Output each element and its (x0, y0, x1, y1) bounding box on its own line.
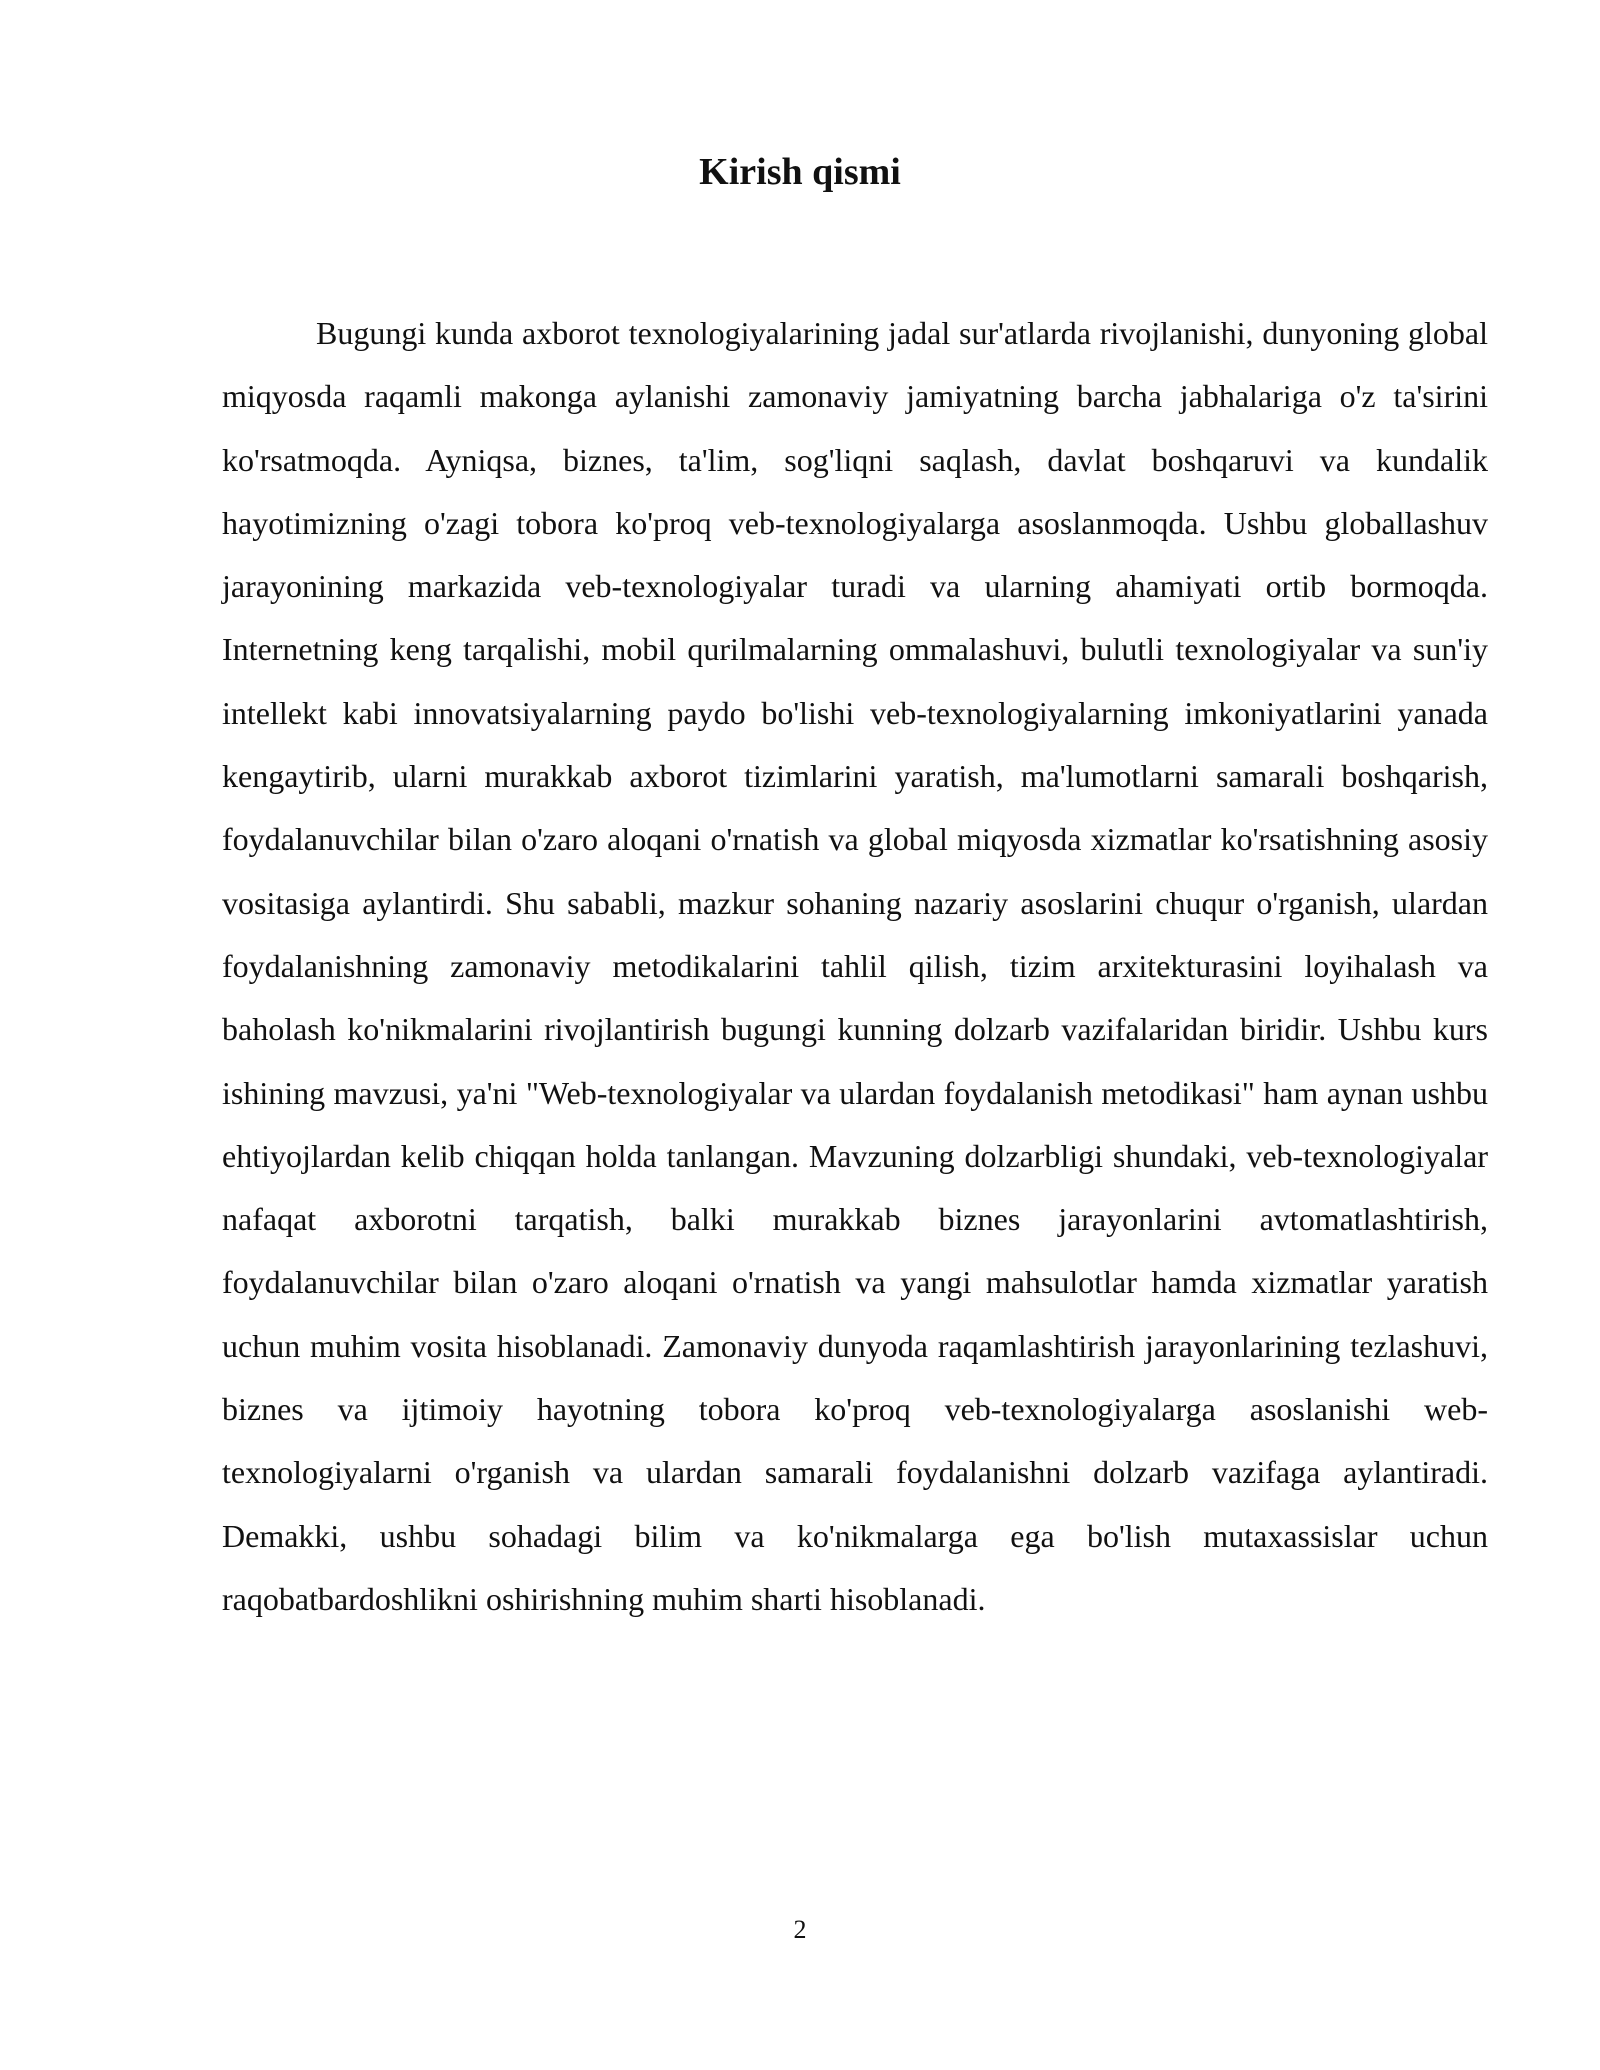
page-number: 2 (793, 1915, 807, 1944)
body-paragraph: Bugungi kunda axborot texnologiyalarining jadal sur'atlarda rivojlanishi, dunyoning global miqyosda raqamli makonga aylanishi zamonaviy jamiyatning barcha jabhalariga o'z ta'sirini ko'rsatmoqda. Ayniqsa, biznes, ta'lim, sog'liqni saqlash, davlat boshqaruvi va kundalik hayotimizning o'zagi tobora ko'proq veb-texnologiyalarga asoslanmoqda. Ushbu globallashuv jarayonining markazida veb-texnologiyalar turadi va ularning ahamiyati ortib bormoqda. Internetning keng tarqalishi, mobil qurilmalarning ommalashuvi, bulutli texnologiyalar va sun'iy intellekt kabi innovatsiyalarning paydo bo'lishi veb-texnologiyalarning imkoniyatlarini yanada kengaytirib, ularni murakkab axborot tizimlarini yaratish, ma'lumotlarni samarali boshqarish, foydalanuvchilar bilan o'zaro aloqani o'rnatish va global miqyosda xizmatlar ko'rsatishning asosiy vositasiga aylantirdi. Shu sababli, mazkur sohaning nazariy asoslarini chuqur o'rganish, ulardan foydalanishning zamonaviy metodikalarini tahlil qilish, tizim arxitekturasini loyihalash va baholash ko'nikmalarini rivojlantirish bugungi kunning dolzarb vazifalaridan biridir. Ushbu kurs ishining mavzusi, ya'ni "Web-texnologiyalar va ulardan foydalanish metodikasi" ham aynan ushbu ehtiyojlardan kelib chiqqan holda tanlangan. Mavzuning dolzarbligi shundaki, veb-texnologiyalar nafaqat axborotni tarqatish, balki murakkab biznes jarayonlarini avtomatlashtirish, foydalanuvchilar bilan o'zaro aloqani o'rnatish va yangi mahsulotlar hamda xizmatlar yaratish uchun muhim vosita hisoblanadi. Zamonaviy dunyoda raqamlashtirish jarayonlarining tezlashuvi, biznes va ijtimoiy hayotning tobora ko'proq veb-texnologiyalarga asoslanishi web-texnologiyalarni o'rganish va ulardan samarali foydalanishni dolzarb vazifaga aylantiradi. Demakki, ushbu sohadagi bilim va ko'nikmalarga ega bo'lish mutaxassislar uchun raqobatbardoshlikni oshirishning muhim sharti hisoblanadi. (222, 315, 1488, 1617)
page-title: Kirish qismi (699, 151, 901, 193)
